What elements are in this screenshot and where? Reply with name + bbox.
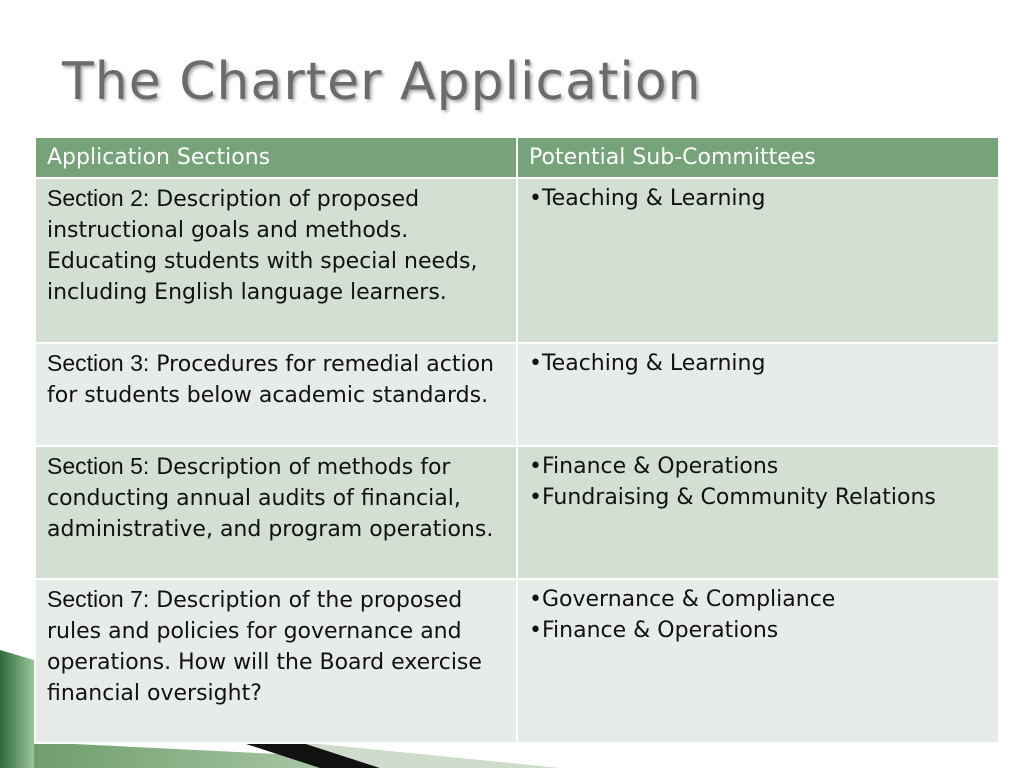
committee-item: •Governance & Compliance [529, 587, 836, 612]
header-potential-sub-committees: Potential Sub-Committees [517, 137, 999, 178]
committees-cell [517, 446, 999, 579]
committee-item: •Fundraising & Community Relations [529, 485, 936, 510]
committees-cell [517, 579, 999, 743]
committee-item: •Teaching & Learning [529, 186, 766, 211]
section-description: Description of proposed instructional goals and methods. Educating students with special needs, including English language learners. [47, 187, 478, 305]
table-row [35, 178, 999, 343]
section-description: Description of the proposed rules and policies for governance and operations. How will the Board exercise financial oversight? [47, 588, 482, 706]
committee-item: •Finance & Operations [529, 454, 779, 479]
committees-cell [517, 178, 999, 343]
section-label: Section 7: [47, 586, 150, 612]
section-description: Procedures for remedial action for students below academic standards. [47, 352, 494, 408]
charter-application-table [34, 136, 1000, 744]
section-cell [35, 343, 517, 446]
committees-cell [517, 343, 999, 446]
slide-title: The Charter Application [62, 52, 702, 112]
committee-item: •Teaching & Learning [529, 351, 766, 376]
section-cell [35, 178, 517, 343]
table-row [35, 343, 999, 446]
section-description: Description of methods for conducting annual audits of financial, administrative, and program operations. [47, 455, 494, 542]
section-cell [35, 579, 517, 743]
committee-item: •Finance & Operations [529, 618, 779, 643]
section-label: Section 2: [47, 185, 150, 211]
section-label: Section 3: [47, 350, 150, 376]
section-label: Section 5: [47, 453, 150, 479]
table-row [35, 579, 999, 743]
table-header-row [35, 137, 999, 178]
table-row [35, 446, 999, 579]
section-cell [35, 446, 517, 579]
header-application-sections: Application Sections [35, 137, 517, 178]
